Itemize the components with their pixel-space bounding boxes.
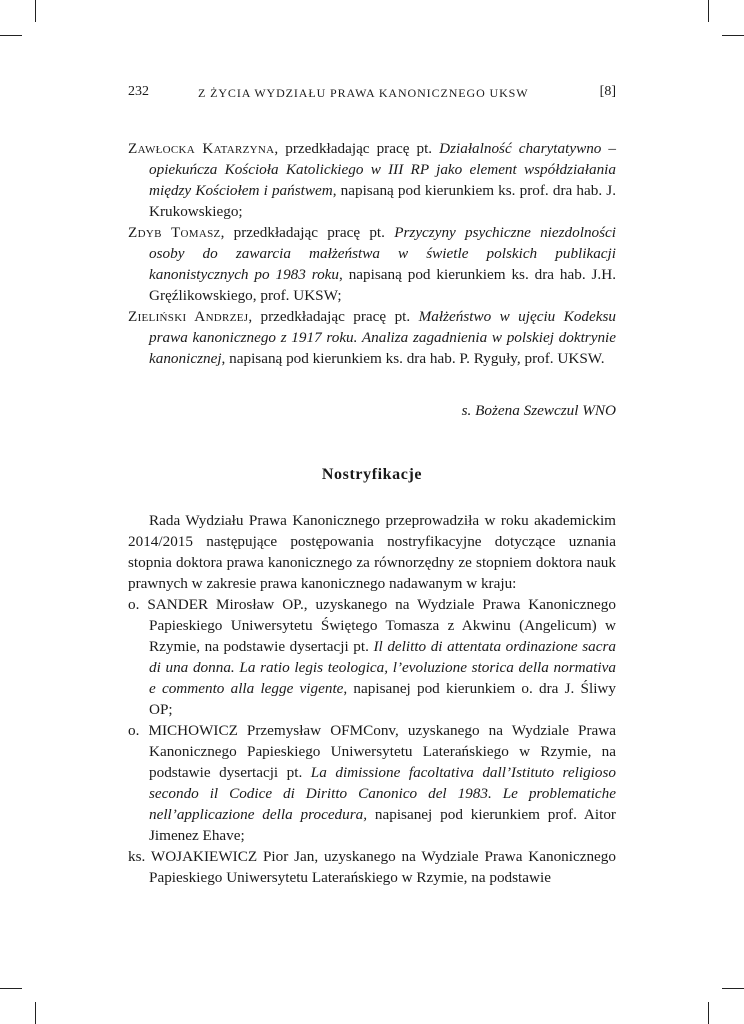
crop-mark <box>0 35 22 36</box>
crop-mark <box>35 1002 36 1024</box>
dissertation-title: La dimissione facoltativa dall’Istituto religioso secondo il Codice di Diritto Canonico del 1983. Le problematiche nell’applicazione della procedura, <box>149 764 616 823</box>
author-name: Zawłocka Katarzyna <box>128 140 275 157</box>
crop-mark <box>722 988 744 989</box>
thesis-title: Działalność charytatywno – opiekuńcza Kościoła Katolickiego w III RP jako element współdziałania między Kościołem i państwem <box>149 140 617 199</box>
crop-mark <box>35 0 36 22</box>
dissertation-title: Il delitto di attentata ordinazione sacra di una donna. La ratio legis teologica, l’evoluzione storica della normativa e commento alla legge vigente <box>149 638 616 697</box>
crop-mark <box>708 1002 709 1024</box>
thesis-entry: Zawłocka Katarzyna, przedkładając pracę pt. Działalność charytatywno – opiekuńcza Kościoła Katolickiego w III RP jako element współdziałania między Kościołem i państwem, napisaną pod kierunkiem ks. prof. dra hab. J. Krukowskiego; <box>128 140 617 220</box>
thesis-list <box>128 138 616 369</box>
thesis-entry: Zieliński Andrzej, przedkładając pracę pt. Małżeństwo w ujęciu Kodeksu prawa kanonicznego z 1917 roku. Analiza zagadnienia w polskiej doktrynie kanonicznej, napisaną pod kierunkiem ks. dra hab. P. Ryguły, prof. UKSW. <box>128 308 616 367</box>
intro-paragraph: Rada Wydziału Prawa Kanonicznego przeprowadziła w roku akademickim 2014/2015 następujące postępowania nostryfikacyjne dotyczące uznania stopnia doktora prawa kanonicznego za równorzędny ze stopniem doktora nauk prawnych w zakresie prawa kanonicznego nadawanym w kraju: <box>128 512 616 592</box>
thesis-entry: Zdyb Tomasz, przedkładając pracę pt. Przyczyny psychiczne niezdolności osoby do zawarcia małżeństwa w świetle polskich publikacji kanonistycznych po 1983 roku, napisaną pod kierunkiem ks. dra hab. J.H. Gręźlikowskiego, prof. UKSW; <box>128 224 617 304</box>
page-number: 232 <box>128 84 149 99</box>
signature: s. Bożena Szewczul WNO <box>461 402 616 419</box>
running-title: Z ŻYCIA WYDZIAŁU PRAWA KANONICZNEGO UKSW <box>198 86 529 100</box>
thesis-title: Małżeństwo w ujęciu Kodeksu prawa kanonicznego z 1917 roku. Analiza zagadnienia w polskiej doktrynie kanonicznej <box>149 308 616 367</box>
crop-mark <box>722 35 744 36</box>
nostrification-section <box>128 510 616 888</box>
author-name: Zieliński Andrzej <box>128 308 249 325</box>
nostrification-entry: o. MICHOWICZ Przemysław OFMConv, uzyskanego na Wydziale Prawa Kanonicznego Papieskiego Uniwersytetu Laterańskiego w Rzymie, na podstawie dysertacji pt. La dimissione facoltativa dall’Istituto religioso secondo il Codice di Diritto Canonico del 1983. Le problematiche nell’applicazione della procedura, napisanej pod kierunkiem prof. Aitor Jimenez Ehave; <box>128 722 616 844</box>
author-name: Zdyb Tomasz <box>128 224 221 241</box>
section-title: Nostryfikacje <box>321 466 423 483</box>
section-marker: [8] <box>599 84 616 99</box>
crop-mark <box>708 0 709 22</box>
thesis-title: Przyczyny psychiczne niezdolności osoby do zawarcia małżeństwa w świetle polskich publikacji kanonistycznych po 1983 roku <box>149 224 617 283</box>
crop-mark <box>0 988 22 989</box>
nostrification-entry: o. SANDER Mirosław OP., uzyskanego na Wydziale Prawa Kanonicznego Papieskiego Uniwersytetu Świętego Tomasza z Akwinu (Angelicum) w Rzymie, na podstawie dysertacji pt. Il delitto di attentata ordinazione sacra di una donna. La ratio legis teologica, l’evoluzione storica della normativa e commento alla legge vigente, napisanej pod kierunkiem o. dra J. Śliwy OP; <box>128 596 616 718</box>
running-header <box>128 84 616 104</box>
nostrification-entry: ks. WOJAKIEWICZ Pior Jan, uzyskanego na Wydziale Prawa Kanonicznego Papieskiego Uniwersytetu Laterańskiego w Rzymie, na podstawie <box>128 848 616 886</box>
